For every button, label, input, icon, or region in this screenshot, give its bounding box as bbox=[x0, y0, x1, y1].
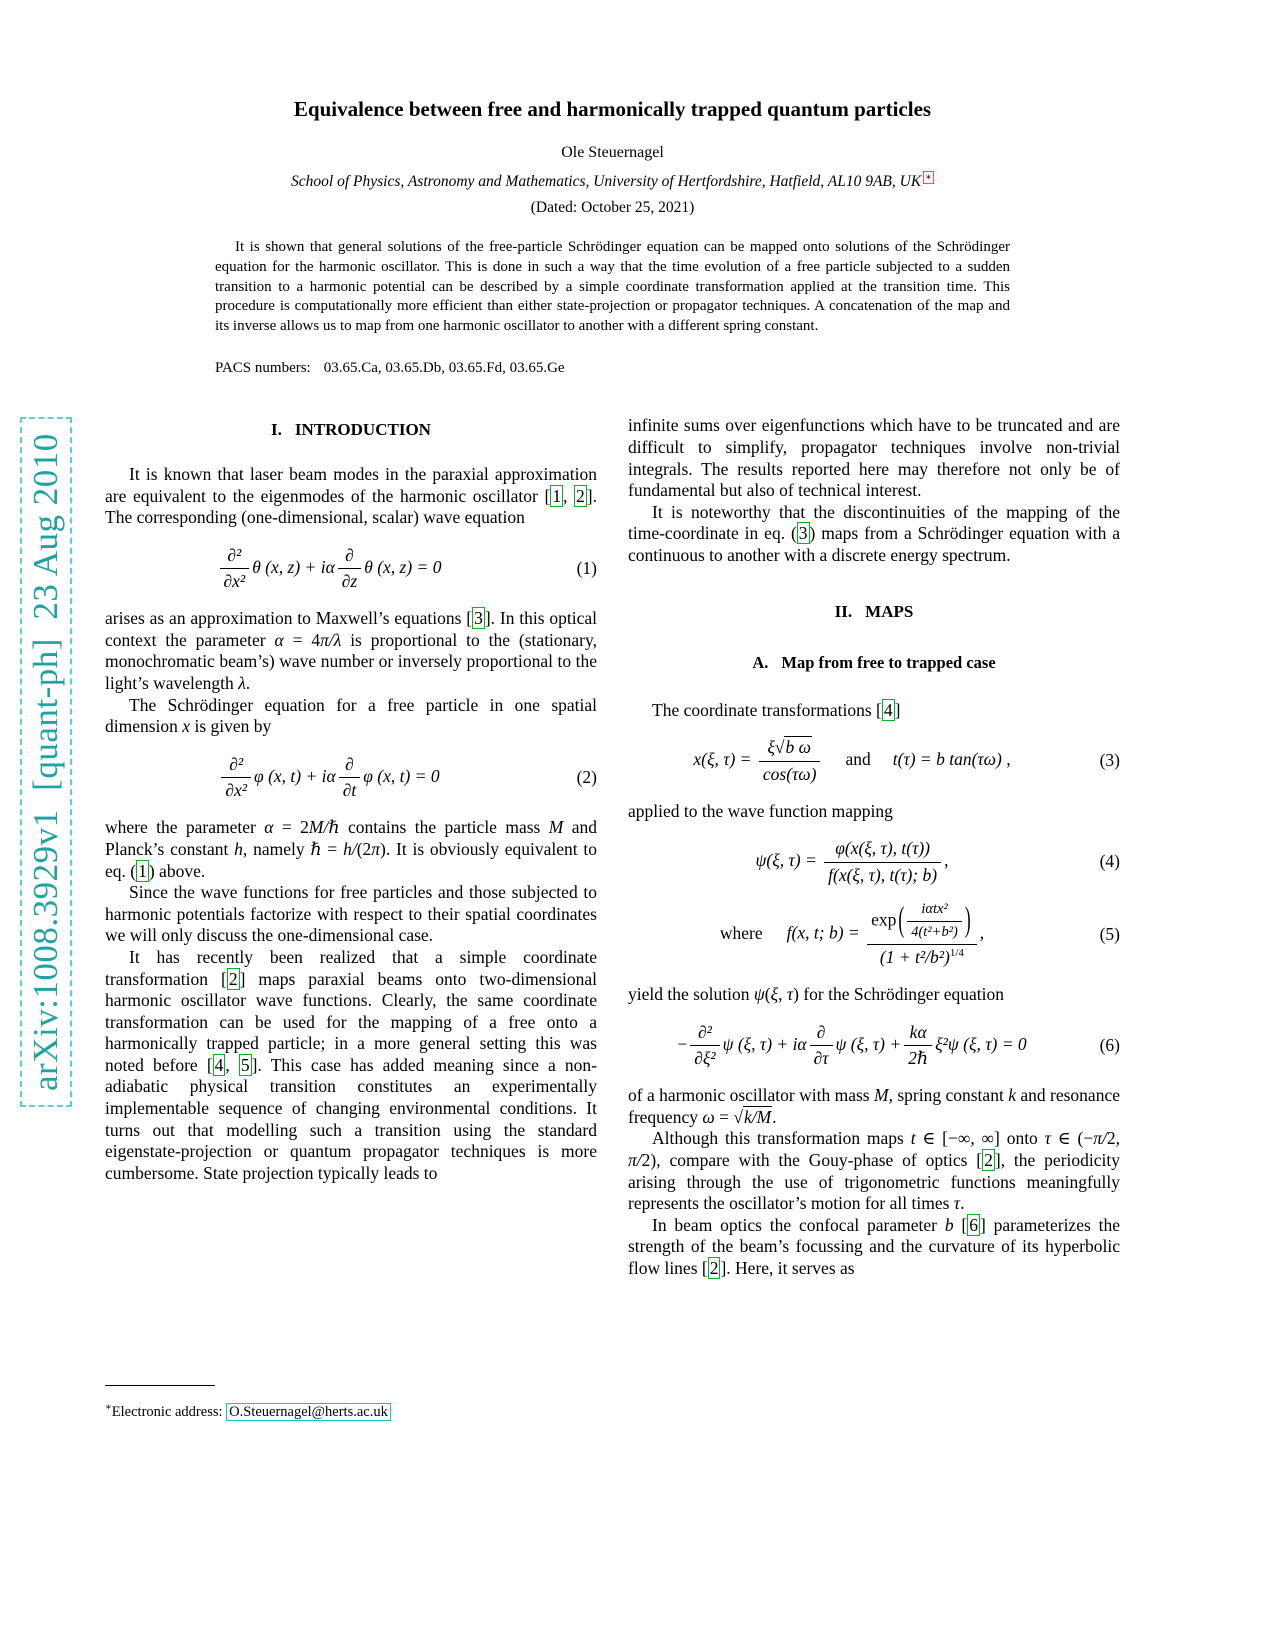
section-numeral: II. bbox=[834, 601, 853, 621]
two-column-body bbox=[105, 415, 1120, 1423]
inline-math: , π/ bbox=[628, 1128, 1120, 1170]
inline-math: h bbox=[234, 838, 243, 859]
inline-math: λ bbox=[238, 673, 246, 694]
equation-number: (4) bbox=[1099, 851, 1120, 872]
arxiv-watermark-text: arXiv:1008.3929v1 [quant-ph] 23 Aug 2010 bbox=[26, 433, 65, 1091]
subsection-heading-map-free-trapped bbox=[628, 652, 1120, 674]
inline-math: ξ bbox=[767, 737, 775, 758]
inline-math: k bbox=[1008, 1085, 1016, 1106]
citation-link[interactable]: 5 bbox=[240, 1054, 250, 1075]
equation-number: (6) bbox=[1099, 1034, 1120, 1055]
footnote-rule bbox=[105, 1385, 215, 1386]
citation-link[interactable]: 2 bbox=[576, 485, 585, 506]
inline-math: π bbox=[371, 838, 381, 859]
citation-link[interactable]: 2 bbox=[709, 1257, 719, 1278]
citation-link[interactable]: 3 bbox=[474, 608, 483, 629]
pacs-label: PACS numbers: bbox=[215, 360, 311, 377]
citation-link[interactable]: 1 bbox=[552, 485, 562, 506]
equation-body: − $\frac{\text{∂²}}{\text{∂ξ²}}$ ψ (ξ, τ) + iα $\frac{\partial}{\partial\tau}$ ψ (ξ, τ) + $\frac{k\alpha}{\text{2ℏ}}$ ξ²ψ (ξ, τ) = 0 bbox=[677, 1021, 1027, 1068]
equation-2 bbox=[105, 755, 597, 801]
footnote-text bbox=[105, 1397, 597, 1423]
section-title: MAPS bbox=[865, 601, 914, 621]
section-heading-introduction bbox=[105, 419, 597, 441]
inline-math: ψ bbox=[753, 984, 765, 1005]
affiliation-line bbox=[105, 172, 1120, 191]
inline-math: ξ, τ bbox=[770, 984, 794, 1005]
author-name: Ole Steuernagel bbox=[561, 144, 664, 162]
equation-body: ψ(ξ, τ) = $\frac{\varphi(x(\xi, \tau), t(\tau))}{f(x(\xi, \tau), t(\tau); b)}$ , bbox=[755, 838, 949, 885]
equation-number: (3) bbox=[1099, 750, 1120, 771]
citation-link[interactable]: 6 bbox=[969, 1214, 978, 1235]
paper-content bbox=[105, 96, 1120, 1423]
email-link[interactable]: O.Steuernagel@herts.ac.uk bbox=[226, 1403, 391, 1421]
inline-math: M/ℏ bbox=[308, 817, 340, 838]
citation-link[interactable]: 2 bbox=[228, 968, 238, 989]
equation-5 bbox=[628, 898, 1120, 967]
right-column bbox=[628, 415, 1120, 1423]
paragraph: infinite sums over eigenfunctions which have to be truncated and are difficult to simplify, propagator techniques involve non-trivial integrals. The results reported here may therefore not only be of fundamental but also of technical interest. bbox=[628, 415, 1120, 501]
inline-math: ℏ bbox=[310, 838, 322, 859]
paragraph: applied to the wave function mapping bbox=[628, 800, 893, 821]
affiliation-text: School of Physics, Astronomy and Mathematics, University of Hertfordshire, Hatfield, AL10 9AB, UK bbox=[291, 173, 922, 191]
equation-body: where f(x, t; b) = exp ( $\frac{\text{iαtx²}}{\text{4(t²+b²)}}$ ) $(1 + t^2/b^2)^{1/4}$ , bbox=[719, 898, 985, 967]
equation-body: $\frac{\text{∂²}}{\text{∂x²}}$ φ (x, t) + iα $\frac{\partial}{\partial t}$ φ (x, t) = 0 bbox=[105, 755, 553, 801]
subsection-numeral: A. bbox=[752, 653, 769, 673]
equation-3 bbox=[628, 738, 1120, 784]
abstract: It is shown that general solutions of the free-particle Schrödinger equation can be mapped onto solutions of the Schrödinger equation for the harmonic oscillator. This is done in such a way that the time evolution of a free particle subjected to a sudden transition to a harmonic potential can be described by a simple coordinate transformation applied at the transition time. This procedure is computationally more efficient than either state-projection or propagator techniques. A concatenation of the map and its inverse allows us to map from one harmonic oscillator to another with a different spring constant. bbox=[215, 239, 1010, 334]
equation-number: (2) bbox=[576, 766, 597, 787]
inline-math: h/ bbox=[343, 838, 357, 859]
paragraph: of a harmonic oscillator with mass M, spring constant k and resonance frequency ω = √k/M. bbox=[628, 1085, 1120, 1127]
equation-ref-link[interactable]: 1 bbox=[138, 860, 147, 881]
footnote-label: Electronic address: bbox=[111, 1403, 227, 1420]
citation-link[interactable]: 4 bbox=[883, 699, 893, 720]
square-root: √b ω bbox=[774, 737, 811, 758]
footnote bbox=[105, 1385, 597, 1423]
paragraph: where the parameter α = 2M/ℏ contains the particle mass M and Planck’s constant h, namely ℏ = h/(2π). It is obviously equivalent to eq. ( 1 ) above. bbox=[105, 817, 598, 881]
paragraph: The Schrödinger equation for a free particle in one spatial dimension x is given by bbox=[105, 694, 597, 737]
citation-link[interactable]: 2 bbox=[984, 1149, 993, 1170]
paragraph: Since the wave functions for free particles and those subjected to harmonic potentials factorize with respect to their spatial coordinates we will only discuss the one-dimensional case. bbox=[105, 882, 597, 946]
equation-body: $\frac{\text{∂²}}{\text{∂x²}}$ θ (x, z) + iα $\frac{\partial}{\partial z}$ θ (x, z) = 0 bbox=[105, 546, 553, 592]
inline-math: b bbox=[944, 1214, 954, 1235]
inline-math: ω bbox=[702, 1106, 715, 1127]
affiliation-footnote-link[interactable]: ∗ bbox=[925, 172, 932, 184]
section-title: INTRODUCTION bbox=[294, 420, 431, 440]
pacs-values: 03.65.Ca, 03.65.Db, 03.65.Fd, 03.65.Ge bbox=[323, 360, 565, 377]
equation-6 bbox=[628, 1023, 1120, 1069]
arxiv-watermark bbox=[20, 417, 72, 1107]
equation-4 bbox=[628, 839, 1120, 885]
inline-math: τ bbox=[1044, 1128, 1051, 1149]
paragraph: It has recently been realized that a simple coordinate transformation [ 2 ] maps paraxial beams onto two-dimensional harmonic oscillator wave functions. Clearly, the same coordinate transformation can be used for the mapping of a free onto a harmonically trapped particle; in a more general setting this was noted before [ 4 , 5 ]. This case has added meaning since a non-adiabatic physical transition constitutes an experimentally implementable sequence of changing environmental conditions. It turns out that modelling such a transition using the standard eigenstate-projection or quantum propagator techniques is more cumbersome. State projection typically leads to bbox=[105, 946, 597, 1183]
section-numeral: I. bbox=[271, 420, 282, 440]
inline-math: α bbox=[264, 817, 274, 838]
equation-body: x(ξ, τ) = $\frac{\text{ξ√b ω}}{\cos(\tau\omega)}$ and t(τ) = b tan(τω) , bbox=[693, 737, 1011, 784]
citation-link[interactable]: 4 bbox=[214, 1054, 224, 1075]
paragraph: yield the solution ψ(ξ, τ) for the Schrödinger equation bbox=[628, 984, 1005, 1005]
inline-math: M bbox=[548, 817, 564, 838]
inline-math: α bbox=[274, 629, 284, 650]
equation-1 bbox=[105, 546, 597, 592]
inline-math: π/ bbox=[1093, 1128, 1107, 1149]
date-line: (Dated: October 25, 2021) bbox=[530, 199, 695, 217]
paragraph: It is noteworthy that the discontinuities of the mapping of the time-coordinate in eq. ( 3 ) maps from a Schrödinger equation with a continuous to another with a discrete energy spectrum. bbox=[628, 501, 1120, 565]
equation-ref-link[interactable]: 3 bbox=[798, 523, 808, 544]
inline-math: t bbox=[910, 1128, 916, 1149]
paper-title: Equivalence between free and harmonically trapped quantum particles bbox=[293, 97, 932, 121]
equation-number: (5) bbox=[1099, 923, 1120, 944]
pacs-line bbox=[215, 360, 1010, 377]
paragraph: arises as an approximation to Maxwell’s equations [ 3 ]. In this optical context the parameter α = 4π/λ is proportional to the (stationary, monochromatic beam’s) wave number or inversely proportional to the light’s wavelength λ. bbox=[105, 608, 597, 694]
paragraph: It is known that laser beam modes in the paraxial approximation are equivalent to the eigenmodes of the harmonic oscillator [ 1 , 2 ]. The corresponding (one-dimensional, scalar) wave equation bbox=[105, 464, 597, 528]
section-heading-maps bbox=[628, 601, 1120, 623]
footnote-marker: ∗ bbox=[105, 1402, 112, 1413]
inline-math: x bbox=[182, 716, 191, 737]
square-root: √k/M bbox=[733, 1106, 772, 1127]
subsection-title: Map from free to trapped case bbox=[781, 653, 996, 673]
paragraph: Although this transformation maps t ∈ [−∞, ∞] onto τ ∈ (−π/2, π/2), compare with the Gouy-phase of optics [ 2 ], the periodicity arising through the use of trigonometric functions meaningfully represents the oscillator’s motion for all times τ. bbox=[628, 1128, 1120, 1214]
inline-math: M bbox=[874, 1085, 889, 1106]
paragraph: The coordinate transformations [ 4 ] bbox=[652, 699, 901, 720]
inline-math: τ bbox=[953, 1193, 961, 1214]
left-column bbox=[105, 415, 597, 1423]
paragraph: In beam optics the confocal parameter b [ 6 ] parameterizes the strength of the beam’s focussing and the curvature of its hyperbolic flow lines [ 2 ]. Here, it serves as bbox=[628, 1214, 1120, 1278]
equation-number: (1) bbox=[576, 557, 597, 578]
inline-math: π/λ bbox=[320, 629, 342, 650]
